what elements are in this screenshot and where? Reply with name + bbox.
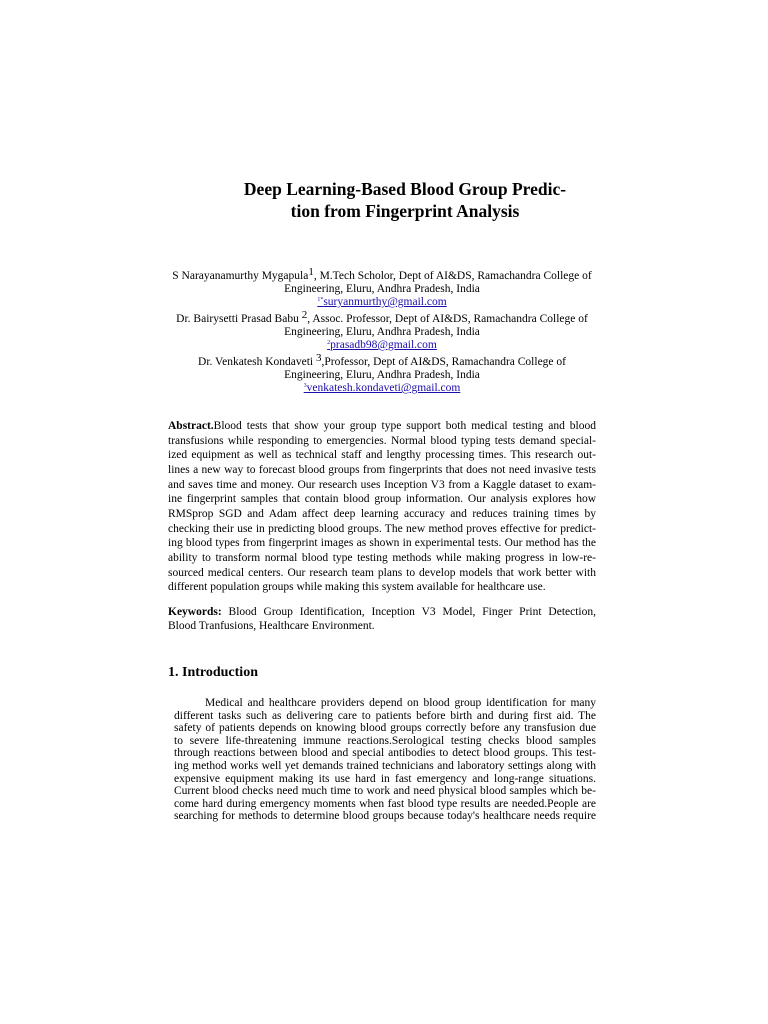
keywords [168, 605, 596, 633]
abstract-line: Blood tests that show your group type support both medical testing and blood [213, 420, 596, 432]
author-number: 2 [301, 309, 308, 321]
author-email-link[interactable] [304, 382, 461, 394]
abstract-line: different population groups while making this system available for healthcare use. [168, 581, 546, 594]
author-block [168, 266, 596, 399]
abstract-line: ability to transform normal blood type testing methods while making progress in low-re- [168, 551, 596, 564]
author-affiliation-line: Engineering, Eluru, Andhra Pradesh, India [284, 369, 480, 381]
author-affiliation-line: Engineering, Eluru, Andhra Pradesh, India [284, 326, 480, 338]
abstract-line: ine fingerprint samples that contain blood group information. Our analysis explores how [168, 493, 596, 506]
paper-title [200, 178, 610, 222]
abstract [168, 419, 596, 595]
abstract-line: and saves time and money. Our research uses Inception V3 from a Kaggle dataset to exam- [168, 478, 596, 491]
author-email-link[interactable] [317, 296, 446, 308]
abstract-line: ized equipment as well as technical staff and lengthy processing times. This research out- [168, 449, 596, 462]
section-heading: 1. Introduction [168, 665, 258, 680]
abstract-line: sourced medical centers. Our research team plans to develop models that work better with [168, 566, 596, 579]
author-affiliation: ,Professor, Dept of AI&DS, Ramachandra College of [321, 356, 566, 368]
intro-line: searching for methods to determine blood groups because today's healthcare needs require [174, 810, 596, 823]
author-email: prasadb98@gmail.com [330, 339, 437, 351]
abstract-line: transfusions while responding to emergencies. Normal blood typing tests demand special- [168, 434, 596, 447]
author-line [168, 352, 596, 369]
author-email: suryanmurthy@gmail.com [323, 296, 447, 308]
title-line: tion from Fingerprint Analysis [290, 201, 520, 221]
author-name: S Narayanamurthy Mygapula [172, 270, 309, 282]
author-affiliation: , Assoc. Professor, Dept of AI&DS, Ramachandra College of [307, 313, 588, 325]
intro-line: through reactions between blood and special antibodies to detect blood groups. This test- [174, 747, 596, 760]
author-affiliation: , M.Tech Scholor, Dept of AI&DS, Ramachandra College of [313, 270, 592, 282]
title-line: Deep Learning-Based Blood Group Predic- [243, 179, 567, 199]
author-entry [168, 309, 596, 352]
email-mark: 3 [303, 383, 307, 389]
author-number: 1 [308, 266, 314, 278]
author-name: Dr. Bairysetti Prasad Babu [176, 313, 302, 325]
intro-line: ing method works well yet demands trained technicians and laboratory settings along with [174, 759, 596, 772]
author-entry [168, 352, 596, 395]
abstract-line: lines a new way to forecast blood groups from fingerprints that does not need invasive tests [168, 463, 596, 476]
author-entry [168, 266, 596, 309]
email-mark: 2 [327, 340, 331, 346]
abstract-line: RMSprop SGD and Adam affect deep learning accuracy and reduces training times by [168, 507, 596, 520]
intro-line: different tasks such as delivering care to patients before birth and during first aid. The [174, 709, 596, 722]
author-line [168, 266, 596, 283]
author-email: venkatesh.kondaveti@gmail.com [306, 382, 461, 394]
email-mark: 1* [317, 297, 324, 303]
intro-line: Current blood checks need much time to work and need physical blood samples which be- [174, 785, 596, 798]
author-affiliation-line: Engineering, Eluru, Andhra Pradesh, India [284, 283, 480, 295]
author-number: 3 [315, 352, 322, 364]
intro-line: expensive equipment making its use hard in fast emergency and long-range situations. [174, 772, 596, 785]
intro-line: Medical and healthcare providers depend on blood group identification for many [205, 697, 596, 709]
introduction-body [174, 697, 596, 823]
abstract-line: ing blood types from fingerprint images as shown in experimental tests. Our method has the [168, 537, 596, 550]
intro-line: come hard during emergency moments when fast blood type results are needed.People are [174, 797, 596, 810]
keywords-label: Keywords: [168, 606, 222, 618]
abstract-label: Abstract. [168, 420, 214, 432]
author-email-link[interactable] [327, 339, 437, 351]
author-name: Dr. Venkatesh Kondaveti [198, 356, 316, 368]
abstract-line: checking their use in predicting blood groups. The new method proves effective for predict- [168, 522, 596, 535]
intro-line: safety of patients depends on knowing blood groups correctly before any transfusion due [174, 722, 596, 735]
author-line [168, 309, 596, 326]
keywords-line: Blood Group Identification, Inception V3 Model, Finger Print Detection, [221, 606, 596, 618]
intro-line: to severe life-threatening immune reactions.Serological testing checks blood samples [174, 734, 596, 747]
keywords-line: Blood Tranfusions, Healthcare Environment. [168, 620, 375, 632]
